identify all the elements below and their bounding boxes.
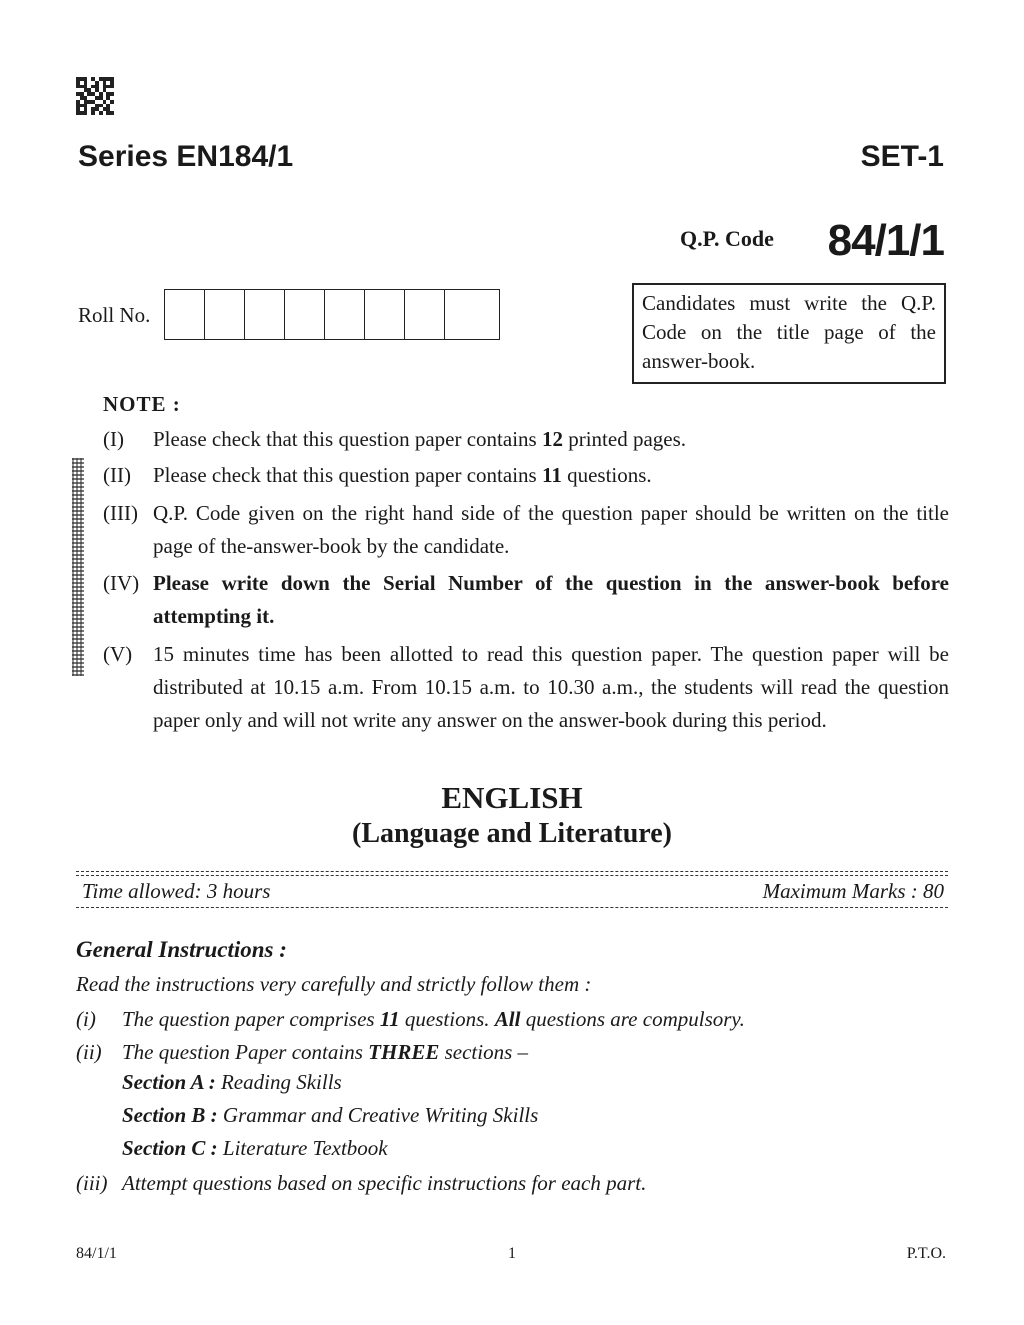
- note-item-bold: 12: [541, 427, 563, 451]
- instruction-text: The question Paper contains: [122, 1040, 369, 1064]
- qp-code-value: 84/1/1: [827, 216, 944, 265]
- note-heading: NOTE :: [103, 392, 181, 416]
- note-item-number: (V): [103, 642, 133, 666]
- note-item-text: 15 minutes time has been allotted to read this question paper. The question paper will be distributed at 10.15 a.m. From 10.15 a.m. to 10.30 a.m., the students will read the question paper only and will not write any answer on the answer-book during this period.: [153, 642, 949, 732]
- footer-page-number: 1: [508, 1245, 516, 1262]
- roll-number-box[interactable]: [165, 290, 205, 339]
- section-text: Grammar and Creative Writing Skills: [217, 1103, 539, 1127]
- instruction-item: [76, 1037, 956, 1067]
- note-item-text: Please check that this question paper contains: [153, 463, 542, 487]
- section-text: Reading Skills: [215, 1070, 342, 1094]
- side-barcode-strip: [72, 458, 84, 676]
- roll-number-box[interactable]: [405, 290, 445, 339]
- subject-title: ENGLISH: [441, 780, 583, 815]
- roll-number-boxes[interactable]: [164, 289, 500, 340]
- roll-number-box[interactable]: [325, 290, 365, 339]
- note-item-text: Q.P. Code given on the right hand side of the question paper should be written on the title page of the-answer-book by the candidate.: [153, 501, 949, 558]
- instruction-number: (i): [76, 1007, 96, 1031]
- instruction-text: questions are compulsory.: [520, 1007, 745, 1031]
- note-item-bold: Please write down the Serial Number of the question in the answer-book before attempting it.: [153, 571, 949, 628]
- dashed-divider: [76, 871, 948, 872]
- qp-code-label: Q.P. Code: [680, 226, 774, 251]
- roll-number-box[interactable]: [365, 290, 405, 339]
- dashed-divider: [76, 875, 948, 876]
- instruction-item: [76, 1004, 956, 1034]
- instruction-text: questions.: [399, 1007, 495, 1031]
- candidate-instruction-box: Candidates must write the Q.P. Code on the title page of the answer-book.: [632, 283, 946, 384]
- instruction-text: The question paper comprises: [122, 1007, 380, 1031]
- set-label: SET-1: [860, 140, 944, 173]
- instruction-bold: THREE: [368, 1040, 440, 1064]
- note-item: [103, 459, 949, 492]
- note-item-number: (II): [103, 463, 131, 487]
- instruction-item: [76, 1168, 956, 1198]
- instruction-number: (iii): [76, 1171, 108, 1195]
- instruction-number: (ii): [76, 1040, 102, 1064]
- note-item-number: (III): [103, 501, 138, 525]
- section-label: Section C :: [122, 1136, 218, 1160]
- footer-code: 84/1/1: [76, 1245, 117, 1262]
- note-item: [103, 638, 949, 737]
- roll-number-box[interactable]: [205, 290, 245, 339]
- footer-pto: P.T.O.: [906, 1245, 946, 1262]
- note-item: [103, 567, 949, 633]
- note-item: [103, 497, 949, 563]
- section-label: Section A :: [122, 1070, 216, 1094]
- note-item: [103, 423, 949, 456]
- roll-number-box[interactable]: [285, 290, 325, 339]
- instruction-text: sections –: [439, 1040, 528, 1064]
- note-item-text: printed pages.: [562, 427, 687, 451]
- general-instructions-intro: Read the instructions very carefully and strictly follow them :: [76, 972, 592, 996]
- note-item-text: Please check that this question paper contains: [153, 427, 542, 451]
- qr-code: [76, 77, 114, 115]
- series-label: Series EN184/1: [78, 140, 294, 173]
- section-label: Section B :: [122, 1103, 218, 1127]
- section-text: Literature Textbook: [217, 1136, 388, 1160]
- note-item-number: (IV): [103, 571, 140, 595]
- instruction-bold: All: [494, 1007, 521, 1031]
- note-item-text: questions.: [561, 463, 652, 487]
- maximum-marks: Maximum Marks : 80: [762, 879, 944, 903]
- roll-number-label: Roll No.: [78, 303, 151, 327]
- section-item: [122, 1070, 342, 1095]
- roll-number-box[interactable]: [445, 290, 499, 339]
- note-item-number: (I): [103, 427, 124, 451]
- dashed-divider: [76, 907, 948, 908]
- general-instructions-heading: General Instructions :: [76, 937, 287, 962]
- note-item-bold: 11: [541, 463, 562, 487]
- time-allowed: Time allowed: 3 hours: [82, 879, 271, 903]
- instruction-bold: 11: [379, 1007, 400, 1031]
- section-item: [122, 1103, 538, 1128]
- subject-subtitle: (Language and Literature): [352, 818, 672, 849]
- section-item: [122, 1136, 388, 1161]
- instruction-text: Attempt questions based on specific instructions for each part.: [122, 1171, 647, 1195]
- roll-number-box[interactable]: [245, 290, 285, 339]
